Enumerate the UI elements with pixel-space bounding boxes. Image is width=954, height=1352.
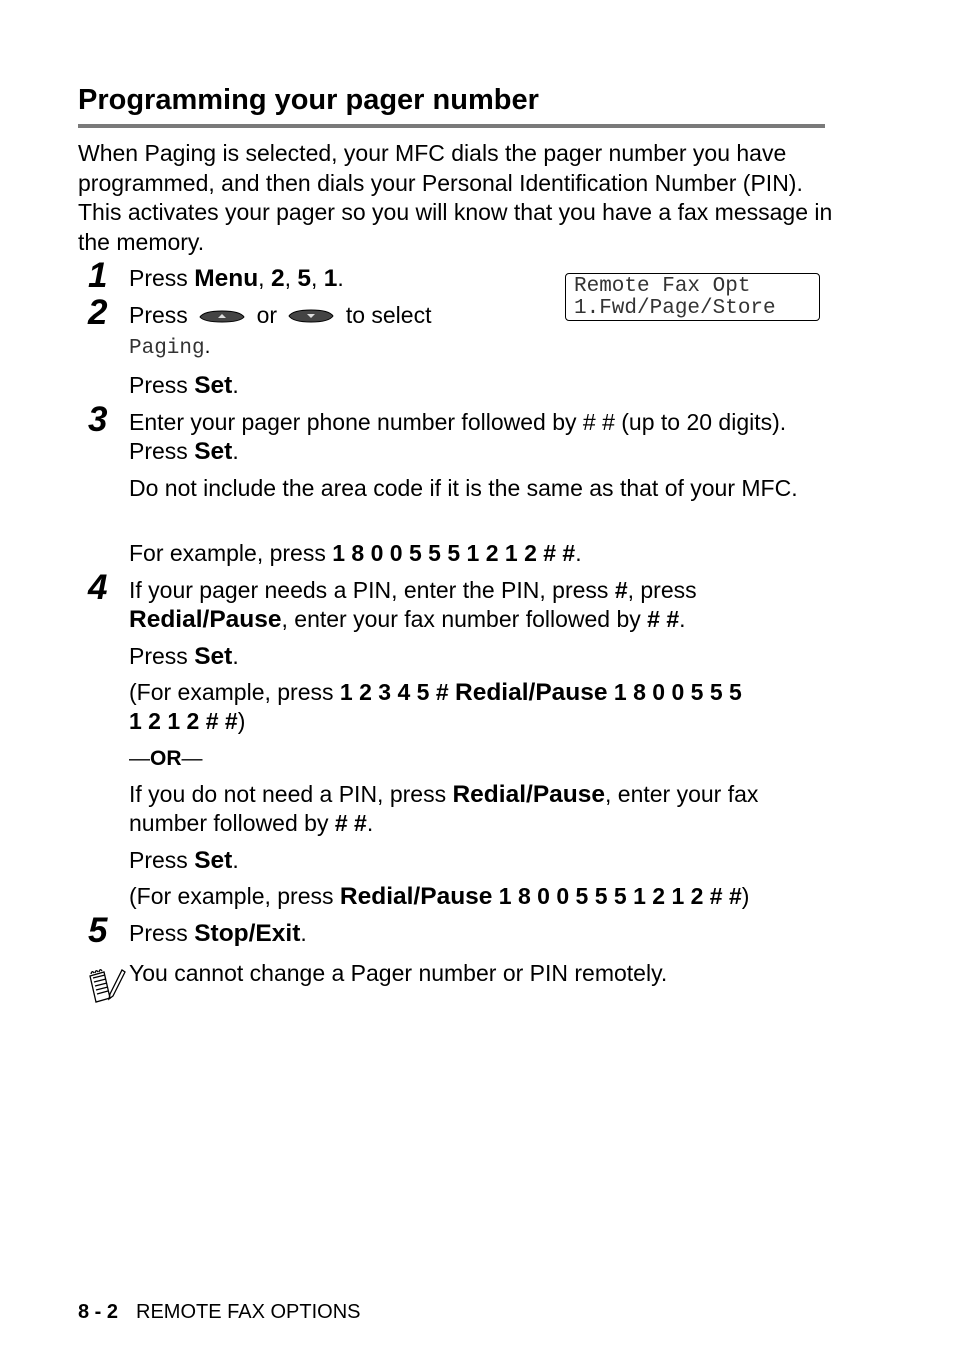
step-1-press: Press: [129, 265, 195, 291]
paren-close: ): [237, 708, 246, 734]
step-2-press: Press: [129, 302, 188, 328]
redial-pause-key: Redial/Pause: [452, 781, 605, 808]
comma: ,: [284, 265, 298, 291]
step-5-text: [129, 919, 307, 949]
menu-key: Menu: [194, 265, 259, 292]
step-4-line-1: [129, 576, 697, 606]
alt-text-post: , enter your fax: [605, 781, 759, 807]
lcd-display: [565, 273, 820, 321]
set-key: Set: [194, 438, 233, 465]
example-keys: 1 2 3 4 5 #: [339, 679, 455, 705]
dash: —: [181, 747, 203, 770]
footer-section: REMOTE FAX OPTIONS: [136, 1301, 361, 1323]
step-number-1: 1: [88, 256, 108, 295]
example-text: (For example, press: [129, 883, 340, 909]
or-separator: [129, 744, 203, 774]
example-keys: 1 8 0 0 5 5 5 1 2 1 2 # #: [492, 883, 742, 909]
key-5: 5: [297, 265, 311, 292]
paging-option: [129, 332, 210, 364]
period: .: [232, 643, 239, 669]
step-4-example-line-2: [129, 707, 245, 737]
step-4-example-2: [129, 882, 749, 912]
set-key: Set: [194, 643, 233, 670]
example-keys: 1 2 1 2 # #: [129, 708, 238, 734]
redial-pause-key: Redial/Pause: [129, 606, 282, 633]
period: .: [232, 372, 239, 398]
example-text: For example, press: [129, 540, 333, 566]
title-underline: [78, 124, 825, 128]
note-pad-pencil-icon: [86, 964, 126, 1011]
to-select-text: to select: [345, 302, 432, 328]
stop-exit-key: Stop/Exit: [194, 920, 301, 947]
alt-text: If you do not need a PIN, press: [129, 781, 453, 807]
comma: ,: [311, 265, 324, 291]
step-number-2: 2: [88, 293, 108, 332]
lcd-line-1: Remote Fax Opt: [574, 275, 751, 298]
step-4-example-line-1: [129, 678, 742, 708]
step-2-text: [129, 301, 431, 332]
step-1-text: [129, 264, 344, 294]
step-number-4: 4: [88, 568, 108, 607]
step-4-alt-line-1: [129, 780, 758, 810]
step-3-line-1: Enter your pager phone number followed by # # (up to 20 digits).: [129, 409, 787, 435]
step-4-line-2: [129, 605, 686, 635]
paging-lcd-text: Paging: [129, 337, 205, 360]
step-4-press-set-2: [129, 846, 239, 876]
intro-paragraph: When Paging is selected, your MFC dials the pager number you have programmed, and then dials your Personal Identification Number (PIN). This activates your pager so you will know that you have a fax message in the memory.: [78, 140, 833, 255]
step-2-press-set: [129, 371, 239, 401]
period: .: [366, 810, 374, 836]
step-4-alt-line-2: [129, 809, 373, 839]
press-text: Press: [129, 372, 195, 398]
step-4-text-mid: , enter your fax number followed by: [281, 606, 648, 632]
comma: ,: [258, 265, 271, 291]
press-text: Press: [129, 643, 195, 669]
period: .: [679, 606, 686, 632]
step-number-5: 5: [88, 911, 108, 950]
hash-hash-key: # #: [334, 810, 367, 836]
step-3-example: [129, 539, 582, 569]
footer-page-number: 8 - 2: [78, 1301, 119, 1323]
lcd-line-2: 1.Fwd/Page/Store: [574, 297, 776, 320]
period: .: [204, 335, 211, 358]
example-keys: 1 8 0 0 5 5 5 1 2 1 2 # #: [332, 540, 576, 566]
note-text: You cannot change a Pager number or PIN remotely.: [129, 960, 668, 986]
or-label: OR: [150, 747, 182, 770]
set-key: Set: [194, 847, 233, 874]
period: .: [300, 920, 307, 946]
period: .: [232, 438, 239, 464]
key-2: 2: [270, 265, 285, 292]
period: .: [337, 265, 344, 291]
redial-pause-key: Redial/Pause: [339, 883, 493, 910]
step-3-note: Do not include the area code if it is the same as that of your MFC.: [129, 475, 798, 501]
step-3-press-set: [129, 437, 239, 467]
down-arrow-key-icon: [287, 302, 335, 332]
dash: —: [129, 747, 150, 770]
step-4-press-set: [129, 642, 239, 672]
set-key: Set: [194, 372, 233, 399]
or-text: or: [256, 302, 278, 328]
press-text: Press: [129, 847, 195, 873]
alt-text: number followed by: [129, 810, 335, 836]
step-4-text-post: , press: [627, 577, 697, 603]
page-title: Programming your pager number: [78, 84, 539, 116]
hash-key: #: [614, 577, 628, 603]
redial-pause-key: Redial/Pause: [455, 679, 608, 706]
press-text: Press: [129, 920, 195, 946]
paren-close: ): [741, 883, 750, 909]
period: .: [232, 847, 239, 873]
key-1: 1: [323, 265, 338, 292]
hash-hash-key: # #: [647, 606, 680, 632]
up-arrow-key-icon: [198, 302, 246, 332]
press-text: Press: [129, 438, 195, 464]
period: .: [575, 540, 582, 566]
step-number-3: 3: [88, 400, 108, 439]
example-keys: 1 8 0 0 5 5 5: [607, 679, 742, 705]
example-text: (For example, press: [129, 679, 340, 705]
step-4-text: If your pager needs a PIN, enter the PIN, press: [129, 577, 615, 603]
